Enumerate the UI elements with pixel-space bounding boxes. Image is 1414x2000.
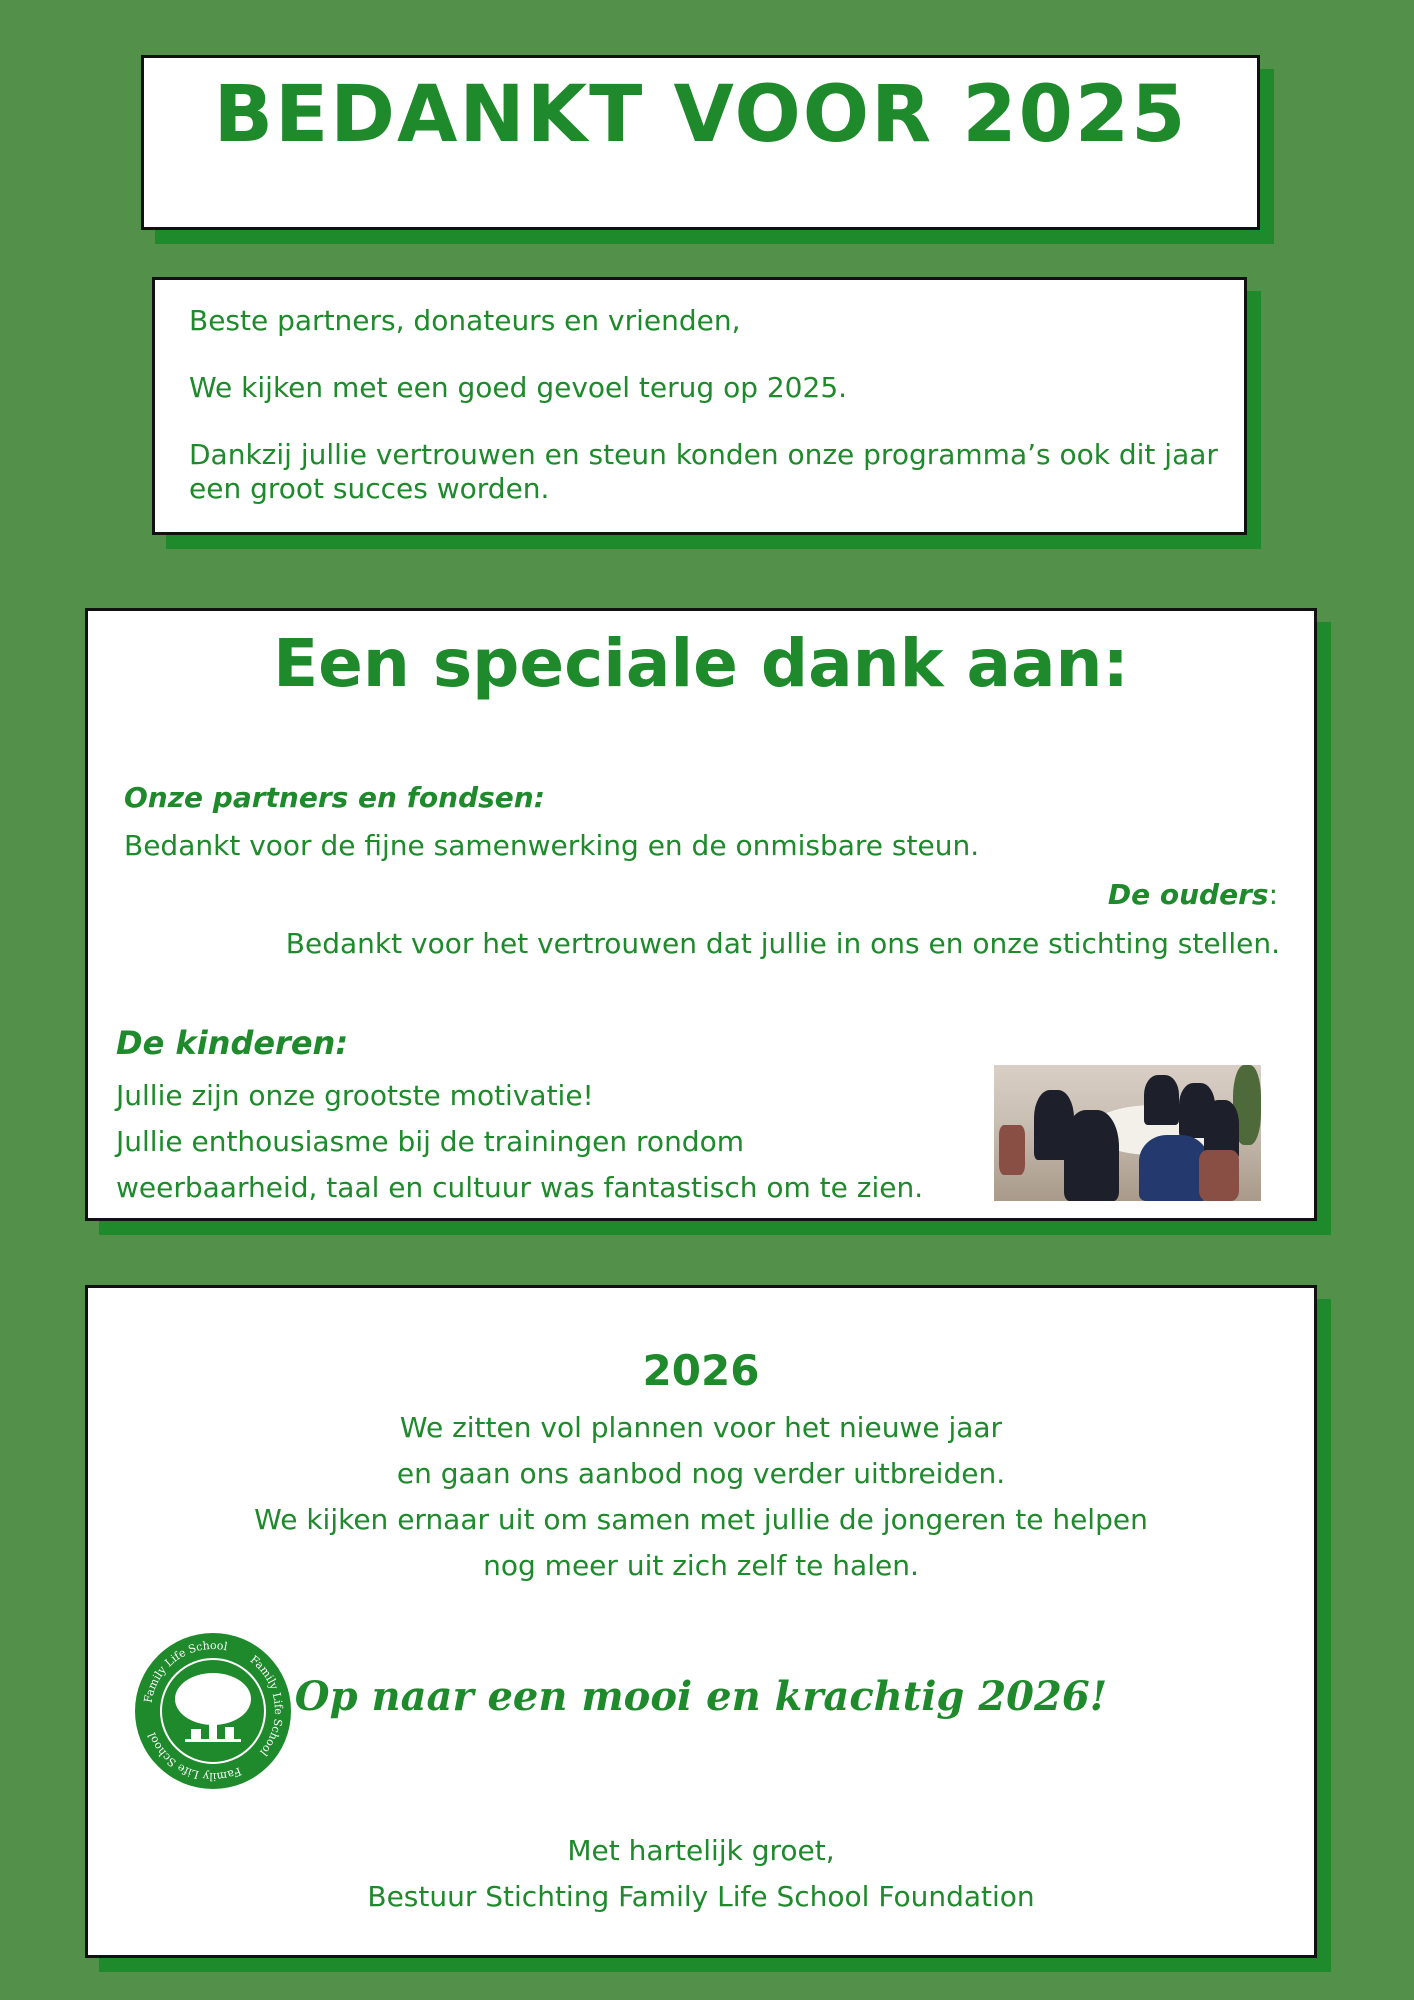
kinderen-line-3: weerbaarheid, taal en cultuur was fantastisch om te zien.	[116, 1171, 924, 1204]
title-card	[141, 55, 1260, 230]
future-card	[85, 1285, 1317, 1958]
intro-greeting: Beste partners, donateurs en vrienden,	[189, 304, 741, 337]
partners-text: Bedankt voor de fijne samenwerking en de onmisbare steun.	[124, 829, 980, 862]
page-title: BEDANKT VOOR 2025	[213, 70, 1188, 160]
intro-line-1: We kijken met een goed gevoel terug op 2025.	[189, 371, 848, 404]
ouders-text: Bedankt voor het vertrouwen dat jullie in ons en onze stichting stellen.	[285, 927, 1280, 960]
special-thanks-heading: Een speciale dank aan:	[273, 625, 1129, 702]
kinderen-label: De kinderen:	[116, 1024, 349, 1062]
future-line-1: We zitten vol plannen voor het nieuwe jaar	[399, 1411, 1003, 1444]
future-line-4: nog meer uit zich zelf te halen.	[483, 1549, 919, 1582]
children-training-photo	[994, 1065, 1261, 1201]
logo-ring-text-3: Family Life School	[145, 1730, 244, 1784]
ouders-label-line	[1108, 878, 1278, 911]
kinderen-line-2: Jullie enthousiasme bij de trainingen rondom	[116, 1125, 744, 1158]
photo-chair	[999, 1125, 1025, 1175]
future-line-3: We kijken ernaar uit om samen met jullie de jongeren te helpen	[254, 1503, 1148, 1536]
photo-person	[1144, 1075, 1179, 1125]
kinderen-text	[116, 1073, 986, 1211]
closing-line: Met hartelijk groet,	[567, 1834, 835, 1867]
logo-ring-text-1: Family Life School	[141, 1638, 229, 1704]
future-line-2: en gaan ons aanbod nog verder uitbreiden.	[396, 1457, 1006, 1490]
future-text	[88, 1405, 1314, 1589]
slogan: Op naar een mooi en krachtig 2026!	[294, 1673, 1108, 1720]
kinderen-line-1: Jullie zijn onze grootste motivatie!	[116, 1079, 594, 1112]
year-heading: 2026	[642, 1346, 760, 1395]
partners-label: Onze partners en fondsen:	[124, 781, 545, 814]
ouders-colon: :	[1268, 878, 1278, 911]
signoff	[88, 1828, 1314, 1920]
signature-line: Bestuur Stichting Family Life School Foundation	[367, 1880, 1035, 1913]
special-thanks-card	[85, 608, 1317, 1221]
ouders-label: De ouders	[1107, 878, 1269, 911]
intro-line-2: Dankzij jullie vertrouwen en steun konden onze programma’s ook dit jaar een groot succes worden.	[189, 438, 1218, 505]
intro-card	[152, 277, 1247, 535]
logo-ring-text-2: Family Life School	[247, 1653, 286, 1759]
photo-chair	[1199, 1150, 1239, 1201]
photo-person	[1064, 1110, 1119, 1201]
